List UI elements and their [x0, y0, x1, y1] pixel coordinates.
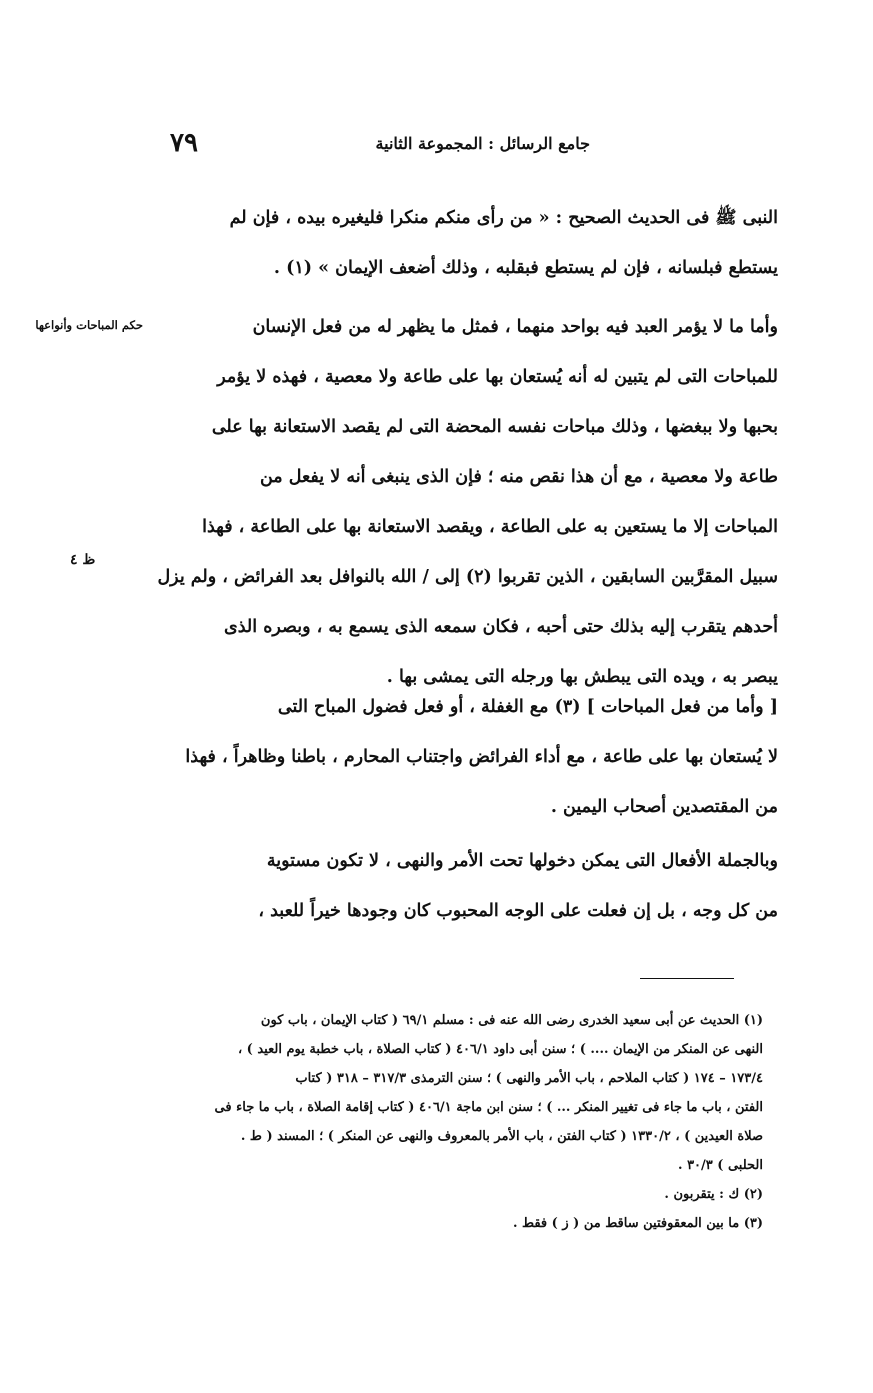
- footnote-line: صلاة العيدين ) ، ١٣٣٠/٢ ( كتاب الفتن ، باب الأمر بالمعروف والنهى عن المنكر ) ؛ المسند ( ط .: [240, 1129, 763, 1144]
- page-number: ٧٩: [170, 128, 198, 158]
- text-line: وبالجملة الأفعال التى يمكن دخولها تحت الأمر والنهى ، لا تكون مستوية: [266, 851, 778, 871]
- text-line: أحدهم يتقرب إليه بذلك حتى أحبه ، فكان سمعه الذى يسمع به ، وبصره الذى: [224, 617, 778, 637]
- footnote-1: [123, 1006, 763, 1180]
- footnote-2: [123, 1180, 763, 1209]
- page-header: [170, 128, 590, 162]
- running-title: جامع الرسائل : المجموعة الثانية: [375, 134, 590, 153]
- text-line: بحبها ولا ببغضها ، وذلك مباحات نفسه المحضة التى لم يقصد الاستعانة بها على: [211, 417, 778, 437]
- text-line: للمباحات التى لم يتبين له أنه يُستعان بها على طاعة ولا معصية ، فهذه لا يؤمر: [217, 367, 778, 387]
- text-line: يبصر به ، ويده التى يبطش بها ورجله التى يمشى بها .: [386, 667, 778, 687]
- body-paragraph-3: [138, 682, 778, 832]
- body-paragraph-1: [138, 193, 778, 293]
- text-line: المباحات إلا ما يستعين به على الطاعة ، ويقصد الاستعانة بها على الطاعة ، فهذا: [202, 517, 778, 537]
- text-line: من المقتصدين أصحاب اليمين .: [550, 797, 778, 817]
- text-line: النبى ﷺ فى الحديث الصحيح : « من رأى منكم منكرا فليغيره بيده ، فإن لم: [229, 208, 778, 228]
- footnote-line: (١) الحديث عن أبى سعيد الخدرى رضى الله عنه فى : مسلم ٦٩/١ ( كتاب الإيمان ، باب كون: [260, 1013, 763, 1028]
- text-line: سبيل المقرَّبين السابقين ، الذين تقربوا (٢) إلى / الله بالنوافل بعد الفرائض ، ولم يزل: [157, 567, 778, 587]
- text-line: وأما ما لا يؤمر العبد فيه بواحد منهما ، فمثل ما يظهر له من فعل الإنسان: [252, 317, 778, 337]
- footnote-line: ١٧٣/٤ – ١٧٤ ( كتاب الملاحم ، باب الأمر والنهى ) ؛ سنن الترمذى ٣١٧/٣ – ٣١٨ ( كتاب: [295, 1071, 763, 1086]
- footnote-line: الفتن ، باب ما جاء فى تغيير المنكر ... ) ؛ سنن ابن ماجة ٤٠٦/١ ( كتاب إقامة الصلاة ، باب ما جاء فى: [214, 1100, 763, 1115]
- text-line: [ وأما من فعل المباحات ] (٣) مع الغفلة ، أو فعل فضول المباح التى: [277, 697, 778, 717]
- footnote-divider: [640, 978, 734, 979]
- text-line: من كل وجه ، بل إن فعلت على الوجه المحبوب كان وجودها خيراً للعبد ،: [258, 901, 778, 921]
- text-line: طاعة ولا معصية ، مع أن هذا نقص منه ؛ فإن الذى ينبغى أنه لا يفعل من: [259, 467, 778, 487]
- footnote-line: النهى عن المنكر من الإيمان .... ) ؛ سنن أبى داود ٤٠٦/١ ( كتاب الصلاة ، باب خطبة يوم العيد ) ،: [237, 1042, 763, 1057]
- footnotes: [123, 1006, 763, 1238]
- footnote-3: [123, 1209, 763, 1238]
- text-line: لا يُستعان بها على طاعة ، مع أداء الفرائض واجتناب المحارم ، باطنا وظاهراً ، فهذا: [185, 747, 778, 767]
- footnote-line: (٢) ك : يتقربون .: [664, 1187, 763, 1202]
- footnote-line: الحلبى ) ٣٠/٣ .: [678, 1158, 763, 1173]
- text-line: يستطع فبلسانه ، فإن لم يستطع فبقلبه ، وذلك أضعف الإيمان » (١) .: [273, 258, 778, 278]
- margin-note-manuscript-marker: ظ ٤: [70, 552, 96, 568]
- body-paragraph-2: [138, 302, 778, 702]
- margin-note-heading: حكم المباحات وأنواعها: [35, 318, 143, 332]
- footnote-line: (٣) ما بين المعقوفتين ساقط من ( ز ) فقط .: [512, 1216, 763, 1231]
- body-paragraph-4: [138, 836, 778, 936]
